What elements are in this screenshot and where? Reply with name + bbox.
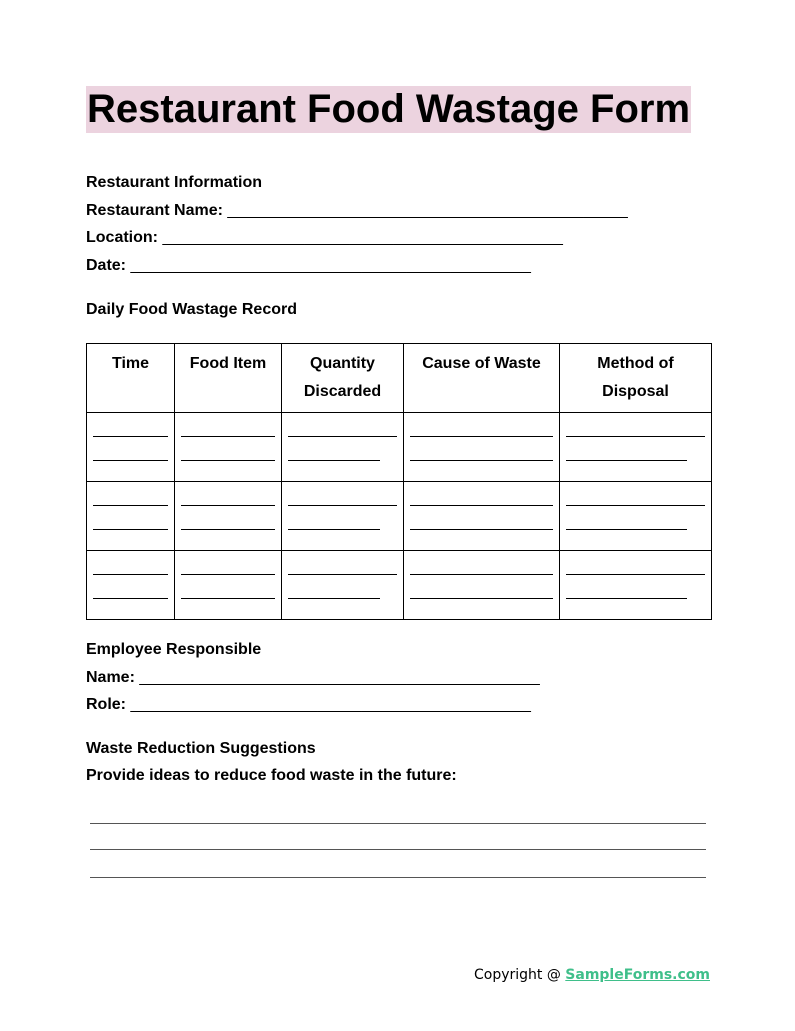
- cell-blank-line: [566, 482, 705, 506]
- sampleforms-link[interactable]: SampleForms.com: [565, 967, 710, 983]
- cell-food-item[interactable]: [175, 482, 282, 551]
- date-field[interactable]: _____________________________________________: [130, 257, 531, 274]
- daily-record-heading: Daily Food Wastage Record: [86, 301, 297, 318]
- cell-disposal[interactable]: [560, 551, 712, 620]
- suggestions-prompt: Provide ideas to reduce food waste in the future:: [86, 767, 457, 784]
- column-header-food-item: Food Item: [175, 344, 282, 413]
- cell-food-item[interactable]: [175, 413, 282, 482]
- cell-blank-line: [410, 506, 553, 530]
- cell-blank-line: [288, 437, 380, 461]
- employee-role-label: Role:: [86, 696, 126, 713]
- cell-blank-line: [288, 413, 397, 437]
- cell-blank-line: [566, 551, 705, 575]
- cell-blank-line: [288, 575, 380, 599]
- cell-quantity[interactable]: [282, 551, 404, 620]
- cell-blank-line: [410, 482, 553, 506]
- cell-cause[interactable]: [404, 482, 560, 551]
- copyright-prefix: Copyright @: [473, 967, 566, 983]
- cell-blank-line: [93, 575, 168, 599]
- column-header-quantity: Quantity Discarded: [282, 344, 404, 413]
- cell-blank-line: [410, 551, 553, 575]
- cell-time[interactable]: [87, 413, 175, 482]
- restaurant-info-heading: Restaurant Information: [86, 174, 263, 191]
- column-header-disposal: Method of Disposal: [560, 344, 712, 413]
- date-label: Date:: [86, 257, 127, 274]
- employee-name-field[interactable]: _____________________________________________: [139, 669, 540, 686]
- cell-blank-line: [410, 437, 553, 461]
- cell-food-item[interactable]: [175, 551, 282, 620]
- cell-blank-line: [410, 575, 553, 599]
- cell-blank-line: [566, 506, 687, 530]
- cell-blank-line: [288, 482, 397, 506]
- table-header-row: [87, 344, 712, 413]
- cell-blank-line: [181, 551, 275, 575]
- location-row: [86, 228, 563, 248]
- restaurant-name-row: [86, 201, 628, 221]
- cell-blank-line: [181, 482, 275, 506]
- cell-blank-line: [566, 575, 687, 599]
- table-row: [87, 413, 712, 482]
- column-header-time: Time: [87, 344, 175, 413]
- employee-role-row: [86, 695, 531, 715]
- cell-disposal[interactable]: [560, 482, 712, 551]
- column-header-cause: Cause of Waste: [404, 344, 560, 413]
- location-field[interactable]: _____________________________________________: [162, 229, 563, 246]
- suggestion-line[interactable]: [90, 849, 706, 850]
- cell-blank-line: [288, 506, 380, 530]
- cell-cause[interactable]: [404, 413, 560, 482]
- suggestion-line[interactable]: [90, 823, 706, 824]
- employee-heading: Employee Responsible: [86, 641, 262, 658]
- cell-time[interactable]: [87, 482, 175, 551]
- cell-quantity[interactable]: [282, 482, 404, 551]
- cell-blank-line: [181, 413, 275, 437]
- wastage-record-table: [86, 343, 712, 620]
- cell-blank-line: [93, 551, 168, 575]
- cell-blank-line: [181, 575, 275, 599]
- cell-blank-line: [181, 437, 275, 461]
- cell-blank-line: [93, 482, 168, 506]
- table-row: [87, 551, 712, 620]
- suggestion-line[interactable]: [90, 877, 706, 878]
- cell-blank-line: [410, 413, 553, 437]
- cell-blank-line: [93, 413, 168, 437]
- cell-blank-line: [181, 506, 275, 530]
- date-row: [86, 256, 531, 276]
- cell-blank-line: [566, 437, 687, 461]
- cell-disposal[interactable]: [560, 413, 712, 482]
- table-row: [87, 482, 712, 551]
- cell-blank-line: [93, 506, 168, 530]
- form-title: Restaurant Food Wastage Form: [87, 87, 691, 131]
- employee-role-field[interactable]: _____________________________________________: [130, 696, 531, 713]
- restaurant-name-label: Restaurant Name:: [86, 202, 223, 219]
- employee-name-label: Name:: [86, 669, 135, 686]
- suggestions-heading: Waste Reduction Suggestions: [86, 740, 316, 757]
- cell-cause[interactable]: [404, 551, 560, 620]
- cell-blank-line: [93, 437, 168, 461]
- cell-quantity[interactable]: [282, 413, 404, 482]
- location-label: Location:: [86, 229, 158, 246]
- cell-blank-line: [288, 551, 397, 575]
- cell-blank-line: [566, 413, 705, 437]
- cell-time[interactable]: [87, 551, 175, 620]
- restaurant-name-field[interactable]: _____________________________________________: [227, 202, 628, 219]
- copyright-notice: [474, 967, 710, 983]
- employee-name-row: [86, 668, 540, 688]
